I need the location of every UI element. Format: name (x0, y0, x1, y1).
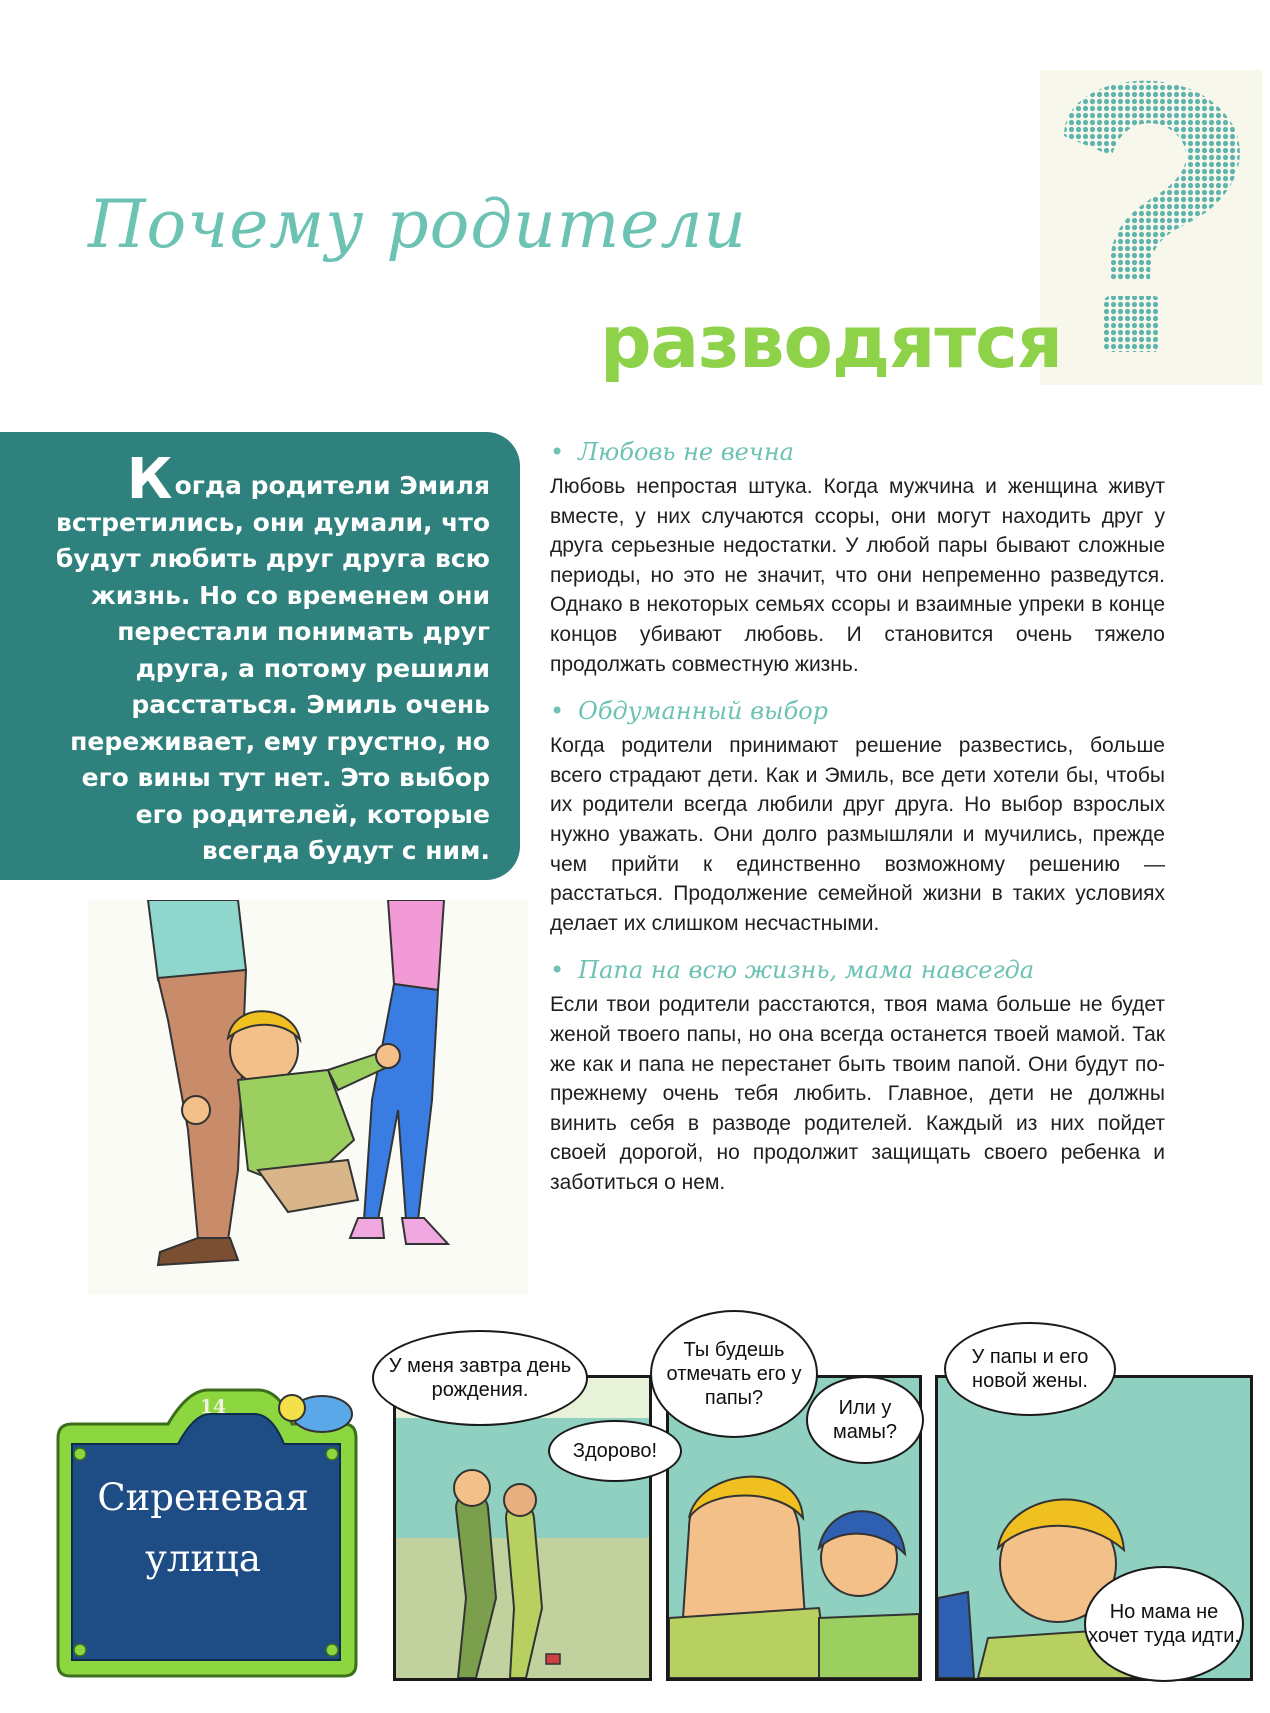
section-title: • Любовь не вечна (550, 438, 794, 466)
speech-bubble: Но мама не хочет туда идти. (1084, 1566, 1244, 1682)
section-title: • Папа на всю жизнь, мама навсегда (550, 956, 1035, 985)
bullet-icon: • (550, 697, 565, 726)
page-title-bold: разводятся (600, 300, 1063, 384)
speech-bubble: У меня завтра день рождения. (372, 1330, 588, 1426)
speech-bubble: Здорово! (548, 1420, 682, 1482)
intro-text (40, 447, 490, 870)
section-title: • Обдуманный выбор (550, 697, 829, 726)
drop-cap: К (126, 447, 173, 512)
question-mark-decoration (1040, 70, 1262, 385)
speech-bubble: Или у мамы? (806, 1376, 924, 1464)
street-sign (48, 1388, 363, 1678)
section-body: Любовь непростая штука. Когда мужчина и женщина живут вместе, у них случаются ссоры, они могут находить друг у друга серьезные недостатки. У любой пары бывают сложные периоды, но это не значит, что они непременно разведутся. Однако в некоторых семьях ссоры и взаимные упреки в конце концов убивают любовь. И становится очень тяжело продолжать совместную жизнь. (550, 475, 1165, 676)
page-title-script: Почему родители (88, 186, 747, 263)
bullet-icon: • (550, 956, 565, 985)
bullet-icon: • (550, 438, 565, 466)
intro-body: огда родители Эмиля встретились, они думали, что будут любить друг друга всю жизнь. Но со временем они перестали понимать друг друга, а потому решили расстаться. Эмиль очень переживает, ему грустно, но его вины тут нет. Это выбор его родителей, которые всегда будут с ним. (55, 471, 490, 865)
street-name-line1: Сиреневая (97, 1476, 309, 1519)
section-body: Если твои родители расстаются, твоя мама больше не будет женой твоего папы, но она всегда останется твоей мамой. Так же как и папа не перестанет быть твоим папой. Они будут по-прежнему очень тебя любить. Главное, дети не должны винить себя в разводе родителей. Каждый из них пойдет своей дорогой, но продолжит защищать своего ребенка и заботиться о нем. (550, 993, 1165, 1194)
speech-bubble: У папы и его новой жены. (944, 1322, 1116, 1416)
speech-bubble: Ты будешь отмечать его у папы? (650, 1310, 818, 1438)
street-name-line2: улица (145, 1537, 261, 1580)
article-column (550, 432, 1165, 1209)
illustration-child-between-parents (88, 900, 528, 1295)
section-body: Когда родители принимают решение развестись, больше всего страдают дети. Как и Эмиль, все дети хотели бы, чтобы их родители всегда любили друг друга. Но выбор взрослых нужно уважать. Они долго размышляли и мучились, прежде чем прийти к единственно возможному решению — расстаться. Продолжение семейной жизни в таких условиях делает их слишком несчастными. (550, 734, 1165, 935)
house-number: 14 (199, 1396, 227, 1418)
